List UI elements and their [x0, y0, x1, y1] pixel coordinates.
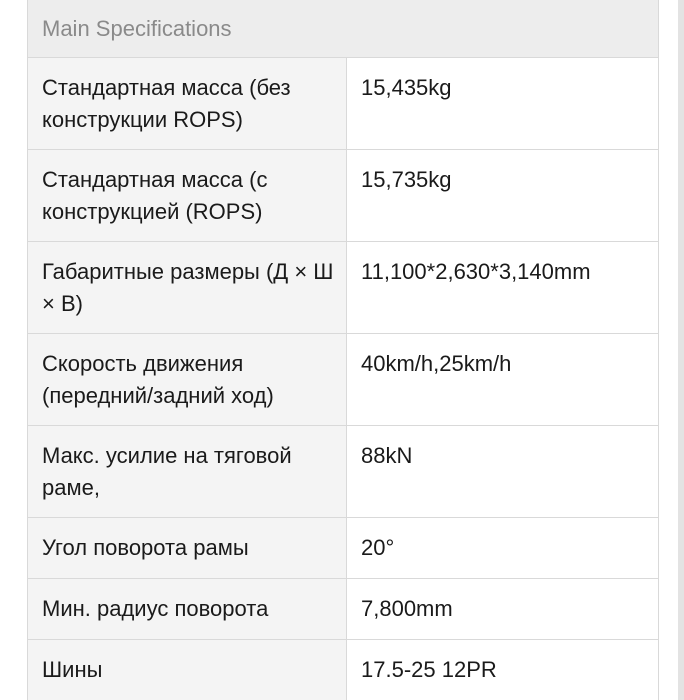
row-value: 15,435kg [347, 58, 658, 149]
table-title: Main Specifications [42, 16, 232, 41]
table-row [28, 58, 658, 150]
table-row [28, 426, 658, 518]
row-value: 15,735kg [347, 150, 658, 241]
table-header [28, 0, 658, 58]
table-row [28, 579, 658, 640]
row-value: 88kN [347, 426, 658, 517]
table-row [28, 640, 658, 700]
row-label: Стандартная масса (без конструкции ROPS) [28, 58, 347, 149]
row-label: Мин. радиус поворота [28, 579, 347, 639]
table-row [28, 334, 658, 426]
specifications-table [27, 0, 659, 700]
row-label: Шины [28, 640, 347, 700]
table-row [28, 242, 658, 334]
scrollbar[interactable] [678, 0, 684, 700]
row-label: Габаритные размеры (Д × Ш × В) [28, 242, 347, 333]
row-value: 40km/h,25km/h [347, 334, 658, 425]
table-row [28, 150, 658, 242]
row-label: Скорость движения (передний/задний ход) [28, 334, 347, 425]
table-row [28, 518, 658, 579]
row-label: Стандартная масса (с конструкцией (ROPS) [28, 150, 347, 241]
row-value: 11,100*2,630*3,140mm [347, 242, 658, 333]
row-value: 20° [347, 518, 658, 578]
row-label: Угол поворота рамы [28, 518, 347, 578]
row-value: 7,800mm [347, 579, 658, 639]
row-label: Макс. усилие на тяговой раме, [28, 426, 347, 517]
row-value: 17.5-25 12PR [347, 640, 658, 700]
